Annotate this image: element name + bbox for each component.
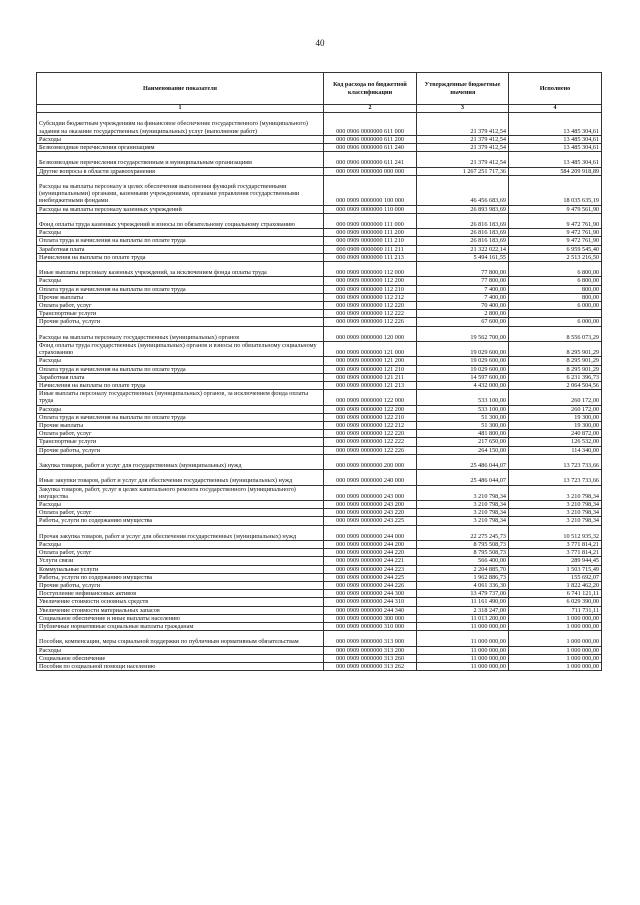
table-row	[37, 501, 602, 509]
row-name: Транспортные услуги	[37, 310, 324, 318]
row-executed: 1 000 000,00	[509, 631, 602, 646]
row-approved: 1 962 886,73	[417, 573, 509, 581]
row-name: Другие вопросы в области здравоохранения	[37, 167, 324, 175]
table-row	[37, 245, 602, 253]
table-row	[37, 606, 602, 614]
row-approved: 19 029 600,00	[417, 365, 509, 373]
row-code: 000 0909 0000000 122 222	[324, 438, 417, 446]
row-name: Оплата работ, услуг	[37, 430, 324, 438]
row-approved: 70 400,00	[417, 302, 509, 310]
table-row	[37, 438, 602, 446]
row-executed: 13 485 304,61	[509, 135, 602, 143]
table-row	[37, 565, 602, 573]
row-executed: 289 944,45	[509, 557, 602, 565]
table-row	[37, 365, 602, 373]
row-name: Услуги связи	[37, 557, 324, 565]
row-executed	[509, 310, 602, 318]
row-code: 000 0909 0000000 200 000	[324, 454, 417, 469]
row-code: 000 0906 0000000 611 240	[324, 144, 417, 152]
row-executed: 9 472 761,90	[509, 213, 602, 228]
table-row	[37, 213, 602, 228]
table-row	[37, 470, 602, 485]
table-row	[37, 293, 602, 301]
row-name: Публичные нормативные социальные выплаты гражданам	[37, 623, 324, 631]
row-approved: 22 275 245,73	[417, 525, 509, 540]
row-approved: 21 379 412,54	[417, 152, 509, 167]
row-executed: 1 000 000,00	[509, 646, 602, 654]
row-code: 000 0909 0000000 112 222	[324, 310, 417, 318]
row-executed: 13 485 304,61	[509, 144, 602, 152]
row-approved: 1 267 251 717,36	[417, 167, 509, 175]
row-executed: 6 000,00	[509, 302, 602, 310]
row-approved: 4 432 000,00	[417, 382, 509, 390]
table-row	[37, 422, 602, 430]
row-executed: 114 340,00	[509, 446, 602, 454]
table-row	[37, 310, 602, 318]
row-code: 000 0909 0000000 122 226	[324, 446, 417, 454]
row-approved: 5 494 161,55	[417, 253, 509, 261]
row-approved: 26 816 183,69	[417, 213, 509, 228]
table-row	[37, 326, 602, 341]
row-approved: 21 379 412,54	[417, 113, 509, 136]
table-row	[37, 135, 602, 143]
row-name: Прочие работы, услуги	[37, 582, 324, 590]
row-code: 000 0909 0000000 112 210	[324, 285, 417, 293]
table-row	[37, 144, 602, 152]
table-row	[37, 430, 602, 438]
row-executed: 126 532,00	[509, 438, 602, 446]
row-executed: 800,00	[509, 285, 602, 293]
row-name: Пособия по социальной помощи населению	[37, 663, 324, 671]
table-row	[37, 413, 602, 421]
row-name: Начисления на выплаты по оплате труда	[37, 382, 324, 390]
page-number: 40	[315, 38, 325, 48]
row-code: 000 0909 0000000 244 223	[324, 565, 417, 573]
row-name: Расходы	[37, 501, 324, 509]
table-row	[37, 253, 602, 261]
table-row	[37, 525, 602, 540]
row-approved: 19 029 600,00	[417, 357, 509, 365]
table-row	[37, 582, 602, 590]
row-approved: 19 562 700,00	[417, 326, 509, 341]
row-name: Работы, услуги по содержанию имущества	[37, 573, 324, 581]
row-name: Транспортные услуги	[37, 438, 324, 446]
row-code: 000 0909 0000000 313 200	[324, 646, 417, 654]
row-executed: 1 503 715,49	[509, 565, 602, 573]
row-code: 000 0909 0000000 112 200	[324, 277, 417, 285]
row-name: Коммунальные услуги	[37, 565, 324, 573]
row-approved: 533 100,00	[417, 405, 509, 413]
row-code: 000 0909 0000000 244 310	[324, 598, 417, 606]
row-name: Начисления на выплаты по оплате труда	[37, 253, 324, 261]
table-body	[37, 113, 602, 671]
row-code: 000 0909 0000000 112 220	[324, 302, 417, 310]
table-row	[37, 598, 602, 606]
row-executed: 8 556 073,29	[509, 326, 602, 341]
row-executed: 10 512 935,32	[509, 525, 602, 540]
row-name: Социальное обеспечение	[37, 654, 324, 662]
row-approved: 11 000 000,00	[417, 654, 509, 662]
row-name: Заработная плата	[37, 245, 324, 253]
table-row	[37, 175, 602, 205]
row-name: Оплата труда и начисления на выплаты по оплате труда	[37, 285, 324, 293]
row-executed: 9 479 561,90	[509, 205, 602, 213]
row-approved: 2 800,00	[417, 310, 509, 318]
row-name: Прочие работы, услуги	[37, 446, 324, 454]
row-executed: 6 959 545,40	[509, 245, 602, 253]
row-name: Поступление нефинансовых активов	[37, 590, 324, 598]
table-row	[37, 646, 602, 654]
row-code: 000 0909 0000000 111 000	[324, 213, 417, 228]
budget-execution-table	[36, 72, 602, 671]
row-approved: 51 300,00	[417, 422, 509, 430]
row-approved: 11 000 000,00	[417, 646, 509, 654]
row-code: 000 0909 0000000 121 213	[324, 382, 417, 390]
row-approved: 46 456 683,69	[417, 175, 509, 205]
row-executed: 6 029 390,00	[509, 598, 602, 606]
row-executed: 3 210 798,34	[509, 517, 602, 525]
row-executed: 8 295 901,29	[509, 365, 602, 373]
row-name: Иные закупки товаров, работ и услуг для обеспечения государственных (муниципальных) нужд	[37, 470, 324, 485]
table-row	[37, 485, 602, 500]
row-name: Фонд оплаты труда государственных (муниципальных) органов и взносы по обязательному социальному страхованию	[37, 342, 324, 357]
row-approved: 3 210 798,34	[417, 501, 509, 509]
row-name: Расходы на выплаты персоналу казенных учреждений	[37, 205, 324, 213]
row-approved: 21 379 412,54	[417, 144, 509, 152]
row-name: Безвозмездные перечисления организациям	[37, 144, 324, 152]
row-code: 000 0909 0000000 310 000	[324, 623, 417, 631]
table-row	[37, 557, 602, 565]
row-name: Субсидии бюджетным учреждениям на финансовое обеспечение государственного (муниципального) задания на оказание государственных (муниципальных) услуг (выполнение работ)	[37, 113, 324, 136]
table-row	[37, 205, 602, 213]
table-row	[37, 549, 602, 557]
row-code: 000 0909 0000000 122 212	[324, 422, 417, 430]
row-executed: 9 472 761,90	[509, 237, 602, 245]
row-approved: 264 150,00	[417, 446, 509, 454]
row-name: Прочие выплаты	[37, 293, 324, 301]
row-executed: 155 692,07	[509, 573, 602, 581]
header-approved: Утвержденные бюджетные значения	[417, 73, 509, 105]
row-approved: 8 795 508,73	[417, 541, 509, 549]
row-executed: 240 872,00	[509, 430, 602, 438]
table-row	[37, 631, 602, 646]
row-code: 000 0909 0000000 122 220	[324, 430, 417, 438]
row-code: 000 0909 0000000 122 210	[324, 413, 417, 421]
row-executed: 8 295 901,29	[509, 342, 602, 357]
row-code: 000 0909 0000000 243 000	[324, 485, 417, 500]
row-executed: 3 771 814,21	[509, 541, 602, 549]
row-executed: 1 000 000,00	[509, 654, 602, 662]
table-row	[37, 318, 602, 326]
row-name: Расходы	[37, 357, 324, 365]
table-header-row	[37, 73, 602, 105]
row-approved: 2 318 247,00	[417, 606, 509, 614]
row-code: 000 0909 0000000 120 000	[324, 326, 417, 341]
row-executed: 260 172,00	[509, 390, 602, 405]
row-executed: 8 295 901,29	[509, 357, 602, 365]
header-code: Код расхода по бюджетной классификации	[324, 73, 417, 105]
row-name: Работы, услуги по содержанию имущества	[37, 517, 324, 525]
row-executed: 3 210 798,34	[509, 509, 602, 517]
row-name: Расходы	[37, 646, 324, 654]
table-row	[37, 454, 602, 469]
table-row	[37, 302, 602, 310]
row-code: 000 0909 0000000 244 000	[324, 525, 417, 540]
row-executed: 13 485 304,61	[509, 152, 602, 167]
row-approved: 566 400,00	[417, 557, 509, 565]
row-approved: 3 210 798,34	[417, 517, 509, 525]
row-executed: 19 300,00	[509, 422, 602, 430]
row-executed: 1 000 000,00	[509, 663, 602, 671]
row-executed: 6 800,00	[509, 262, 602, 277]
row-approved: 26 816 183,69	[417, 237, 509, 245]
row-approved: 533 100,00	[417, 390, 509, 405]
row-approved: 11 000 000,00	[417, 623, 509, 631]
table-row	[37, 373, 602, 381]
row-code: 000 0909 0000000 244 300	[324, 590, 417, 598]
row-executed: 9 472 761,90	[509, 229, 602, 237]
column-index: 3	[417, 105, 509, 113]
row-approved: 481 800,00	[417, 430, 509, 438]
row-code: 000 0909 0000000 100 000	[324, 175, 417, 205]
row-executed: 6 741 121,11	[509, 590, 602, 598]
row-executed: 3 210 798,34	[509, 501, 602, 509]
table-row	[37, 446, 602, 454]
row-executed: 711 731,11	[509, 606, 602, 614]
row-approved: 3 210 798,34	[417, 509, 509, 517]
row-code: 000 0909 0000000 122 000	[324, 390, 417, 405]
row-code: 000 0909 0000000 112 212	[324, 293, 417, 301]
row-name: Прочие выплаты	[37, 422, 324, 430]
row-approved: 11 013 200,00	[417, 614, 509, 622]
row-code: 000 0909 0000000 243 200	[324, 501, 417, 509]
row-code: 000 0906 0000000 611 000	[324, 113, 417, 136]
column-index: 4	[509, 105, 602, 113]
row-name: Оплата работ, услуг	[37, 509, 324, 517]
row-name: Расходы	[37, 541, 324, 549]
row-name: Расходы	[37, 405, 324, 413]
row-executed: 584 209 918,89	[509, 167, 602, 175]
row-executed: 800,00	[509, 293, 602, 301]
row-approved: 77 800,00	[417, 262, 509, 277]
table-row	[37, 342, 602, 357]
row-approved: 21 322 022,14	[417, 245, 509, 253]
row-code: 000 0909 0000000 244 225	[324, 573, 417, 581]
row-approved: 67 600,00	[417, 318, 509, 326]
row-code: 000 0909 0000000 000 000	[324, 167, 417, 175]
table-row	[37, 277, 602, 285]
row-name: Оплата труда и начисления на выплаты по оплате труда	[37, 237, 324, 245]
row-approved: 11 000 000,00	[417, 663, 509, 671]
table-row	[37, 663, 602, 671]
row-approved: 11 161 490,00	[417, 598, 509, 606]
row-name: Фонд оплаты труда казенных учреждений и взносы по обязательному социальному страхованию	[37, 213, 324, 228]
row-code: 000 0909 0000000 244 226	[324, 582, 417, 590]
row-name: Закупка товаров, работ, услуг в целях капитального ремонта государственного (муниципального) имущества	[37, 485, 324, 500]
row-approved: 4 061 336,30	[417, 582, 509, 590]
row-name: Расходы на выплаты персоналу в целях обеспечения выполнения функций государственными (муниципальными) органами, казенными учреждениями, органами управления государственными внебюджетными фондами	[37, 175, 324, 205]
row-code: 000 0909 0000000 244 340	[324, 606, 417, 614]
table-row	[37, 390, 602, 405]
table-row	[37, 285, 602, 293]
row-code: 000 0909 0000000 313 000	[324, 631, 417, 646]
table-row	[37, 262, 602, 277]
row-approved: 25 486 044,07	[417, 454, 509, 469]
row-executed: 13 723 733,66	[509, 454, 602, 469]
row-approved: 51 300,00	[417, 413, 509, 421]
row-code: 000 0909 0000000 111 211	[324, 245, 417, 253]
row-approved: 217 650,00	[417, 438, 509, 446]
row-name: Прочая закупка товаров, работ и услуг для обеспечения государственных (муниципальных) нужд	[37, 525, 324, 540]
header-name: Наименование показателя	[37, 73, 324, 105]
table-row	[37, 509, 602, 517]
table-row	[37, 152, 602, 167]
column-index: 1	[37, 105, 324, 113]
row-approved: 11 000 000,00	[417, 631, 509, 646]
column-index-row	[37, 105, 602, 113]
table-row	[37, 229, 602, 237]
row-name: Пособия, компенсации, меры социальной поддержки по публичным нормативным обязательствам	[37, 631, 324, 646]
table-row	[37, 113, 602, 136]
row-executed: 1 000 000,00	[509, 623, 602, 631]
row-executed: 19 300,00	[509, 413, 602, 421]
row-code: 000 0909 0000000 244 200	[324, 541, 417, 549]
row-name: Оплата труда и начисления на выплаты по оплате труда	[37, 365, 324, 373]
row-code: 000 0909 0000000 110 000	[324, 205, 417, 213]
row-approved: 26 816 183,69	[417, 229, 509, 237]
row-name: Расходы	[37, 229, 324, 237]
row-code: 000 0909 0000000 112 000	[324, 262, 417, 277]
row-code: 000 0909 0000000 121 211	[324, 373, 417, 381]
row-code: 000 0909 0000000 240 000	[324, 470, 417, 485]
row-approved: 21 379 412,54	[417, 135, 509, 143]
row-executed: 6 000,00	[509, 318, 602, 326]
row-code: 000 0909 0000000 112 226	[324, 318, 417, 326]
row-code: 000 0909 0000000 243 225	[324, 517, 417, 525]
row-name: Социальное обеспечение и иные выплаты населению	[37, 614, 324, 622]
row-code: 000 0909 0000000 313 262	[324, 663, 417, 671]
row-code: 000 0909 0000000 121 210	[324, 365, 417, 373]
row-name: Расходы	[37, 277, 324, 285]
row-code: 000 0909 0000000 121 200	[324, 357, 417, 365]
row-executed: 18 035 635,19	[509, 175, 602, 205]
row-code: 000 0909 0000000 121 000	[324, 342, 417, 357]
row-approved: 14 597 600,00	[417, 373, 509, 381]
row-executed: 6 231 396,73	[509, 373, 602, 381]
table-row	[37, 357, 602, 365]
table-row	[37, 237, 602, 245]
row-executed: 2 064 504,56	[509, 382, 602, 390]
row-approved: 2 204 885,70	[417, 565, 509, 573]
row-code: 000 0909 0000000 243 220	[324, 509, 417, 517]
table-row	[37, 654, 602, 662]
header-executed: Исполнено	[509, 73, 602, 105]
table-row	[37, 382, 602, 390]
row-approved: 13 479 737,00	[417, 590, 509, 598]
row-code: 000 0909 0000000 313 260	[324, 654, 417, 662]
row-approved: 7 400,00	[417, 293, 509, 301]
row-name: Оплата работ, услуг	[37, 302, 324, 310]
row-approved: 77 800,00	[417, 277, 509, 285]
row-approved: 25 486 044,07	[417, 470, 509, 485]
row-executed: 260 172,00	[509, 405, 602, 413]
row-name: Иные выплаты персоналу государственных (муниципальных) органов, за исключением фонда оплаты труда	[37, 390, 324, 405]
table-row	[37, 405, 602, 413]
row-name: Оплата работ, услуг	[37, 549, 324, 557]
table-row	[37, 623, 602, 631]
row-approved: 3 210 798,34	[417, 485, 509, 500]
row-code: 000 0909 0000000 244 220	[324, 549, 417, 557]
row-executed: 1 000 000,00	[509, 614, 602, 622]
row-approved: 7 400,00	[417, 285, 509, 293]
row-code: 000 0909 0000000 122 200	[324, 405, 417, 413]
row-name: Расходы	[37, 135, 324, 143]
table-row	[37, 541, 602, 549]
row-name: Безвозмездные перечисления государственным и муниципальным организациям	[37, 152, 324, 167]
row-code: 000 0909 0000000 111 213	[324, 253, 417, 261]
row-approved: 8 795 508,73	[417, 549, 509, 557]
row-executed: 3 771 814,21	[509, 549, 602, 557]
row-executed: 6 800,00	[509, 277, 602, 285]
row-executed: 1 822 462,20	[509, 582, 602, 590]
row-code: 000 0909 0000000 111 210	[324, 237, 417, 245]
column-index: 2	[324, 105, 417, 113]
row-name: Оплата труда и начисления на выплаты по оплате труда	[37, 413, 324, 421]
table-row	[37, 573, 602, 581]
row-approved: 26 893 983,69	[417, 205, 509, 213]
row-code: 000 0906 0000000 611 200	[324, 135, 417, 143]
row-name: Иные выплаты персоналу казенных учреждений, за исключением фонда оплаты труда	[37, 262, 324, 277]
row-name: Закупка товаров, работ и услуг для государственных (муниципальных) нужд	[37, 454, 324, 469]
row-name: Расходы на выплаты персоналу государственных (муниципальных) органов	[37, 326, 324, 341]
table-row	[37, 614, 602, 622]
row-name: Прочие работы, услуги	[37, 318, 324, 326]
row-code: 000 0909 0000000 244 221	[324, 557, 417, 565]
row-executed: 13 485 304,61	[509, 113, 602, 136]
row-name: Увеличение стоимости материальных запасов	[37, 606, 324, 614]
table-row	[37, 167, 602, 175]
row-executed: 13 723 733,66	[509, 470, 602, 485]
table-row	[37, 517, 602, 525]
table-row	[37, 590, 602, 598]
row-executed: 2 513 216,50	[509, 253, 602, 261]
row-name: Увеличение стоимости основных средств	[37, 598, 324, 606]
row-code: 000 0909 0000000 300 000	[324, 614, 417, 622]
row-approved: 19 029 600,00	[417, 342, 509, 357]
row-executed: 3 210 798,34	[509, 485, 602, 500]
row-code: 000 0909 0000000 111 200	[324, 229, 417, 237]
row-code: 000 0906 0000000 611 241	[324, 152, 417, 167]
row-name: Заработная плата	[37, 373, 324, 381]
